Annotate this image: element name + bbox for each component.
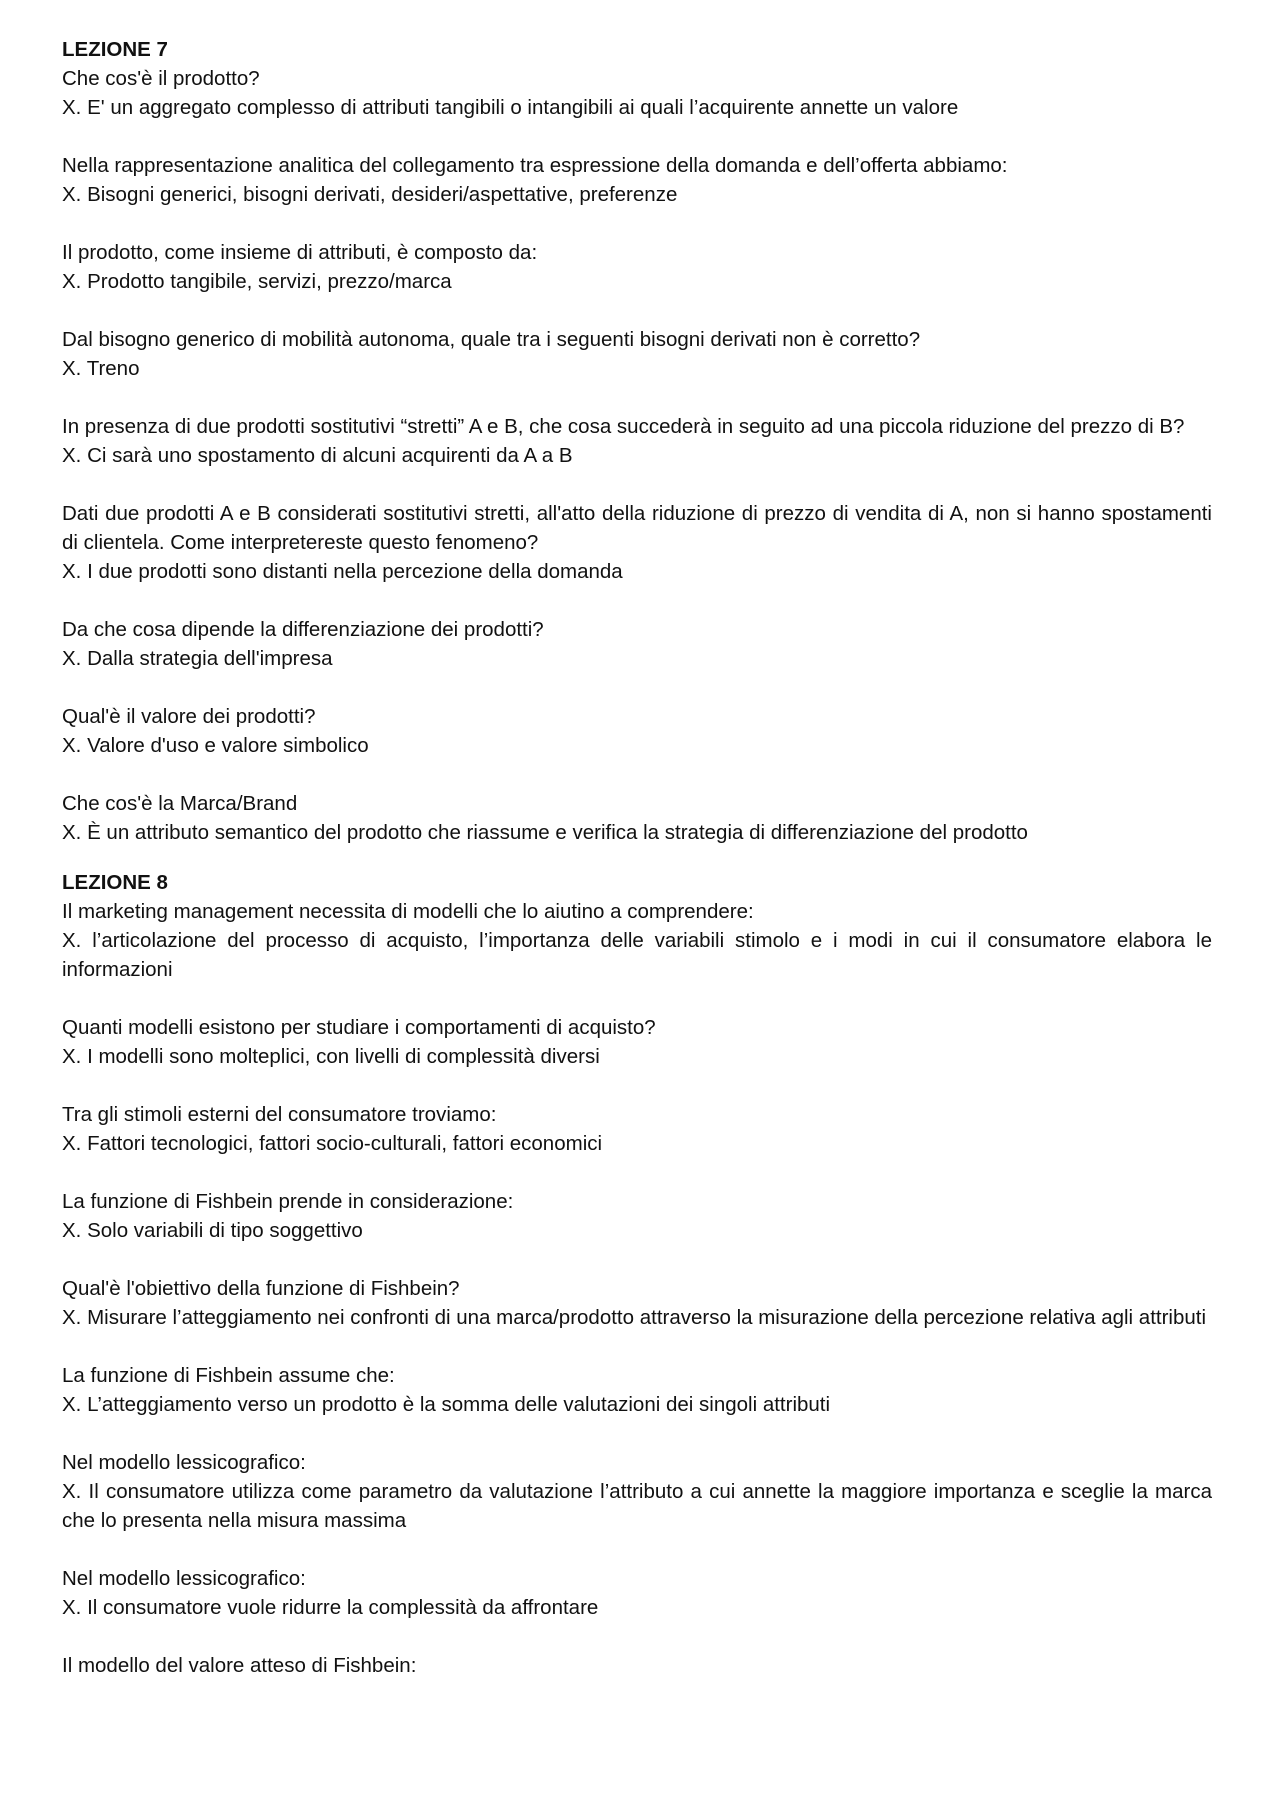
answer: X. Misurare l’atteggiamento nei confronti di una marca/prodotto attraverso la misurazione della percezione relativa agli attributi bbox=[62, 1306, 1207, 1329]
question: Nel modello lessicografico: bbox=[62, 1451, 306, 1474]
answer: X. I modelli sono molteplici, con livelli di complessità diversi bbox=[62, 1045, 600, 1068]
question: Il modello del valore atteso di Fishbein: bbox=[62, 1654, 417, 1677]
question: Che cos'è il prodotto? bbox=[62, 67, 260, 90]
lesson-heading: LEZIONE 8 bbox=[62, 871, 168, 894]
question: Che cos'è la Marca/Brand bbox=[62, 792, 298, 815]
question: La funzione di Fishbein assume che: bbox=[62, 1364, 395, 1387]
lesson-heading: LEZIONE 7 bbox=[62, 38, 168, 61]
answer: X. Il consumatore utilizza come parametro da valutazione l’attributo a cui annette la maggiore importanza e sceglie la marca che lo presenta nella misura massima bbox=[62, 1480, 1212, 1532]
answer: X. Dalla strategia dell'impresa bbox=[62, 647, 333, 670]
question: La funzione di Fishbein prende in considerazione: bbox=[62, 1190, 514, 1213]
qa-item bbox=[62, 499, 1212, 586]
qa-item bbox=[62, 702, 1212, 760]
qa-item bbox=[62, 1651, 1212, 1680]
document-page bbox=[62, 35, 1212, 1709]
question: Qual'è l'obiettivo della funzione di Fishbein? bbox=[62, 1277, 460, 1300]
answer: X. È un attributo semantico del prodotto che riassume e verifica la strategia di differenziazione del prodotto bbox=[62, 821, 1028, 844]
qa-item bbox=[62, 1274, 1212, 1332]
qa-item bbox=[62, 151, 1212, 209]
question: Da che cosa dipende la differenziazione dei prodotti? bbox=[62, 618, 544, 641]
answer: X. Valore d'uso e valore simbolico bbox=[62, 734, 369, 757]
question: Nella rappresentazione analitica del collegamento tra espressione della domanda e dell’offerta abbiamo: bbox=[62, 154, 1008, 177]
qa-item bbox=[62, 1361, 1212, 1419]
answer: X. Il consumatore vuole ridurre la complessità da affrontare bbox=[62, 1596, 599, 1619]
answer: X. I due prodotti sono distanti nella percezione della domanda bbox=[62, 560, 623, 583]
answer: X. L’atteggiamento verso un prodotto è la somma delle valutazioni dei singoli attributi bbox=[62, 1393, 831, 1416]
qa-item bbox=[62, 789, 1212, 847]
question: Qual'è il valore dei prodotti? bbox=[62, 705, 316, 728]
question: Dati due prodotti A e B considerati sostitutivi stretti, all'atto della riduzione di prezzo di vendita di A, non si hanno spostamenti di clientela. Come interpretereste questo fenomeno? bbox=[62, 502, 1212, 554]
qa-item bbox=[62, 1100, 1212, 1158]
qa-item bbox=[62, 412, 1212, 470]
question: Nel modello lessicografico: bbox=[62, 1567, 306, 1590]
question: In presenza di due prodotti sostitutivi “stretti” A e B, che cosa succederà in seguito ad una piccola riduzione del prezzo di B? bbox=[62, 415, 1185, 438]
question: Dal bisogno generico di mobilità autonoma, quale tra i seguenti bisogni derivati non è corretto? bbox=[62, 328, 921, 351]
answer: X. Solo variabili di tipo soggettivo bbox=[62, 1219, 363, 1242]
answer: X. E' un aggregato complesso di attributi tangibili o intangibili ai quali l’acquirente annette un valore bbox=[62, 96, 959, 119]
answer: X. l’articolazione del processo di acquisto, l’importanza delle variabili stimolo e i modi in cui il consumatore elabora le informazioni bbox=[62, 929, 1212, 981]
qa-item bbox=[62, 615, 1212, 673]
qa-item bbox=[62, 1013, 1212, 1071]
qa-item bbox=[62, 1564, 1212, 1622]
answer: X. Fattori tecnologici, fattori socio-culturali, fattori economici bbox=[62, 1132, 603, 1155]
qa-item bbox=[62, 64, 1212, 122]
question: Il prodotto, come insieme di attributi, è composto da: bbox=[62, 241, 538, 264]
qa-item bbox=[62, 325, 1212, 383]
qa-item bbox=[62, 897, 1212, 984]
answer: X. Treno bbox=[62, 357, 140, 380]
answer: X. Prodotto tangibile, servizi, prezzo/marca bbox=[62, 270, 452, 293]
question: Tra gli stimoli esterni del consumatore troviamo: bbox=[62, 1103, 497, 1126]
qa-item bbox=[62, 1448, 1212, 1535]
answer: X. Bisogni generici, bisogni derivati, desideri/aspettative, preferenze bbox=[62, 183, 678, 206]
qa-item bbox=[62, 1187, 1212, 1245]
answer: X. Ci sarà uno spostamento di alcuni acquirenti da A a B bbox=[62, 444, 573, 467]
question: Quanti modelli esistono per studiare i comportamenti di acquisto? bbox=[62, 1016, 656, 1039]
qa-item bbox=[62, 238, 1212, 296]
question: Il marketing management necessita di modelli che lo aiutino a comprendere: bbox=[62, 900, 754, 923]
